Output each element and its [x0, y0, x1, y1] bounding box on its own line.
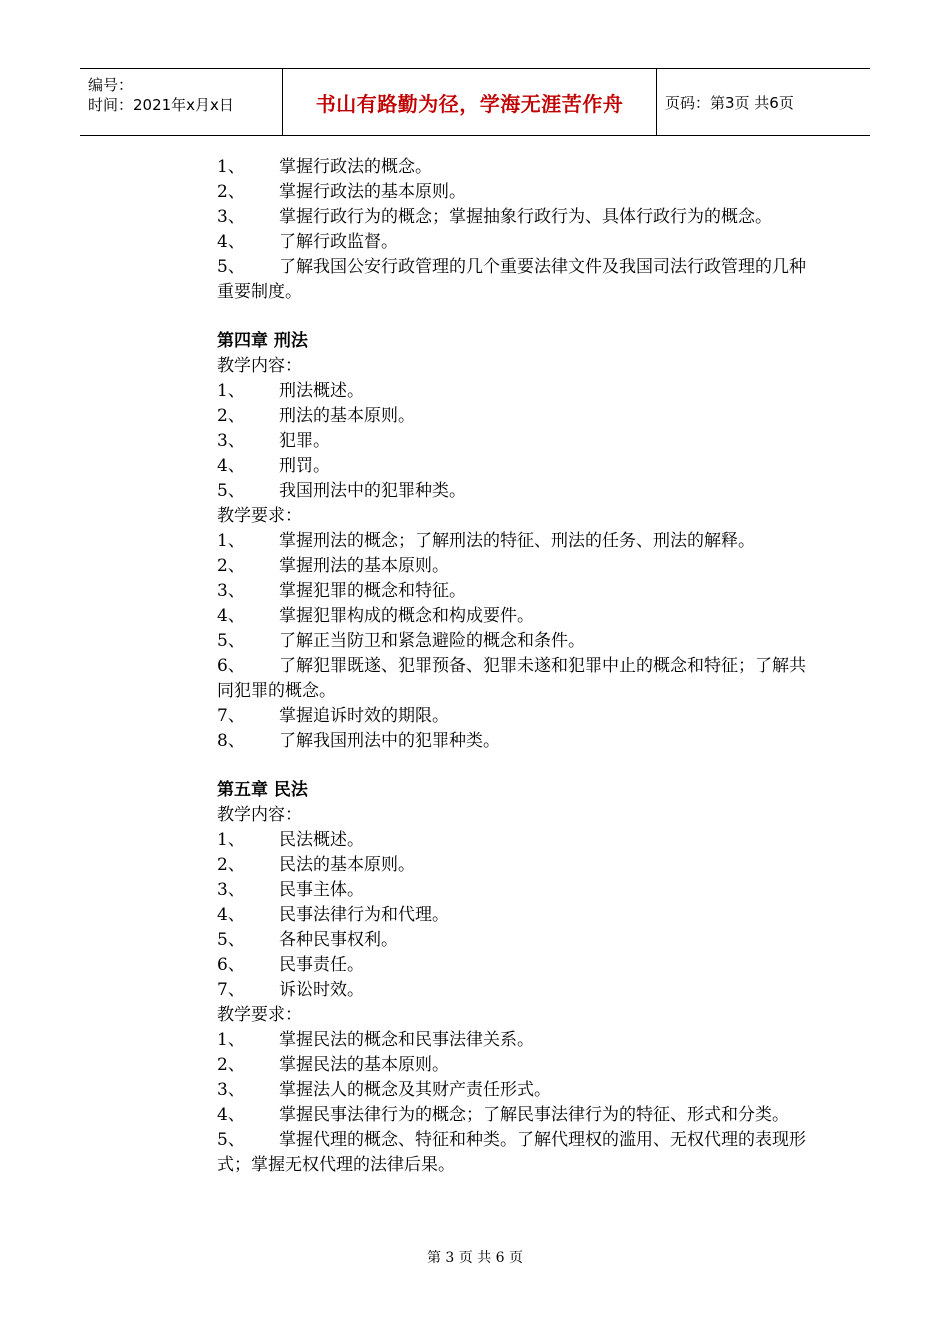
- list-item: 1、 掌握刑法的概念；了解刑法的特征、刑法的任务、刑法的解释。: [217, 531, 755, 551]
- page-footer: [0, 1247, 950, 1267]
- list-item: 6、 民事责任。: [217, 955, 364, 975]
- list-item: 3、 民事主体。: [217, 880, 364, 900]
- list-item: 2、 掌握民法的基本原则。: [217, 1055, 449, 1075]
- motto: 书山有路勤为径，学海无涯苦作舟: [315, 91, 624, 116]
- list-item: 1、 掌握民法的概念和民事法律关系。: [217, 1030, 534, 1050]
- list-item: 5、 了解我国公安行政管理的几个重要法律文件及我国司法行政管理的几种重要制度。: [217, 257, 806, 302]
- list-item: 2、 掌握行政法的基本原则。: [217, 182, 466, 202]
- section-label: 教学要求：: [217, 506, 302, 526]
- list-item: 5、 各种民事权利。: [217, 930, 398, 950]
- header-motto-cell: [283, 69, 657, 135]
- list-item: 4、 刑罚。: [217, 456, 330, 476]
- list-item: 1、 民法概述。: [217, 830, 364, 850]
- list-item: 4、 掌握犯罪构成的概念和构成要件。: [217, 606, 534, 626]
- chapter-title: 第四章 刑法: [217, 331, 308, 351]
- document-body: [178, 155, 818, 1178]
- page-header: [80, 68, 870, 136]
- date-label: 时间：2021年x月x日: [88, 96, 234, 114]
- footer-page-number: 第 3 页 共 6 页: [426, 1250, 524, 1266]
- page-info: 页码：第3页 共6页: [665, 93, 794, 112]
- section-label: 教学要求：: [217, 1005, 302, 1025]
- section-label: 教学内容：: [217, 356, 302, 376]
- list-item: 3、 掌握犯罪的概念和特征。: [217, 581, 466, 601]
- list-item: 2、 掌握刑法的基本原则。: [217, 556, 449, 576]
- list-item: 1、 掌握行政法的概念。: [217, 157, 432, 177]
- list-item: 4、 民事法律行为和代理。: [217, 905, 449, 925]
- list-item: 3、 掌握行政行为的概念；掌握抽象行政行为、具体行政行为的概念。: [217, 207, 772, 227]
- list-item: 8、 了解我国刑法中的犯罪种类。: [217, 731, 500, 751]
- header-page-info: [657, 69, 870, 135]
- list-item: 6、 了解犯罪既遂、犯罪预备、犯罪未遂和犯罪中止的概念和特征；了解共同犯罪的概念。: [217, 656, 806, 701]
- section-label: 教学内容：: [217, 805, 302, 825]
- list-item: 2、 刑法的基本原则。: [217, 406, 415, 426]
- chapter-title: 第五章 民法: [217, 780, 308, 800]
- number-label: 编号：: [88, 76, 134, 94]
- list-item: 4、 掌握民事法律行为的概念；了解民事法律行为的特征、形式和分类。: [217, 1105, 789, 1125]
- list-item: 1、 刑法概述。: [217, 381, 364, 401]
- list-item: 3、 犯罪。: [217, 431, 330, 451]
- list-item: 7、 诉讼时效。: [217, 980, 364, 1000]
- list-item: 5、 了解正当防卫和紧急避险的概念和条件。: [217, 631, 585, 651]
- header-meta: [80, 69, 283, 135]
- list-item: 2、 民法的基本原则。: [217, 855, 415, 875]
- list-item: 7、 掌握追诉时效的期限。: [217, 706, 449, 726]
- list-item: 3、 掌握法人的概念及其财产责任形式。: [217, 1080, 551, 1100]
- list-item: 5、 我国刑法中的犯罪种类。: [217, 481, 466, 501]
- list-item: 5、 掌握代理的概念、特征和种类。了解代理权的滥用、无权代理的表现形式；掌握无权代理的法律后果。: [217, 1130, 806, 1175]
- list-item: 4、 了解行政监督。: [217, 232, 398, 252]
